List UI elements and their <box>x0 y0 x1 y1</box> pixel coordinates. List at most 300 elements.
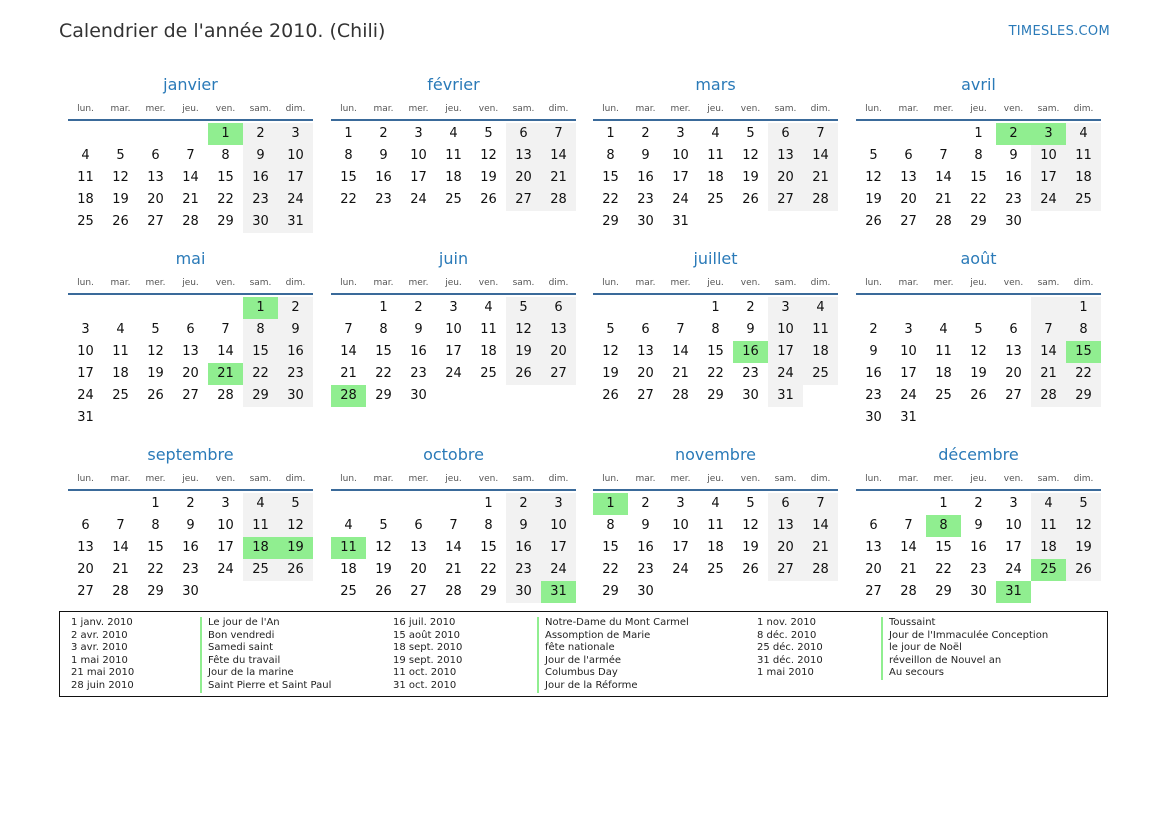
day-cell: 20 <box>900 192 917 207</box>
empty-cell <box>278 407 313 429</box>
day-cell: 10 <box>77 344 94 359</box>
day-cell: 28 <box>803 189 838 211</box>
day-cell: 18 <box>1066 167 1101 189</box>
week-row <box>593 537 838 559</box>
day-cell: 21 <box>112 562 129 577</box>
day-cell: 4 <box>1066 123 1101 145</box>
day-cell: 17 <box>1005 540 1022 555</box>
day-cell: 7 <box>803 123 838 145</box>
weekday-label: jeu. <box>707 474 724 484</box>
weekday-label: sam. <box>1037 104 1060 114</box>
day-cell: 17 <box>77 366 94 381</box>
weekday-label: lun. <box>340 278 357 288</box>
weekday-label: mar. <box>373 104 394 114</box>
day-cell: 5 <box>116 148 125 163</box>
day-cell: 22 <box>340 192 357 207</box>
day-cell: 27 <box>865 584 882 599</box>
legend-date: 19 sept. 2010 <box>393 654 463 666</box>
month-rule <box>68 489 313 491</box>
month-name: mai <box>175 249 206 268</box>
day-cell: 29 <box>935 584 952 599</box>
legend-holiday-name: réveillon de Nouvel an <box>881 655 1048 668</box>
day-cell: 25 <box>707 562 724 577</box>
day-cell: 5 <box>379 518 388 533</box>
day-cell: 15 <box>375 344 392 359</box>
weekday-label: ven. <box>215 278 236 288</box>
week-row <box>593 363 838 385</box>
day-cell: 25 <box>112 388 129 403</box>
day-cell: 19 <box>970 366 987 381</box>
day-cell: 12 <box>112 170 129 185</box>
empty-cell <box>103 493 138 515</box>
day-cell: 13 <box>900 170 917 185</box>
weekday-label: mar. <box>635 104 656 114</box>
day-cell: 14 <box>340 344 357 359</box>
day-cell: 11 <box>935 344 952 359</box>
legend-date: 8 déc. 2010 <box>757 629 817 641</box>
day-cell: 30 <box>637 214 654 229</box>
day-cell: 16 <box>1005 170 1022 185</box>
day-cell: 25 <box>1031 559 1066 581</box>
month-rule <box>593 119 838 121</box>
day-cell: 4 <box>711 126 720 141</box>
empty-cell <box>996 297 1031 319</box>
weekday-label: dim. <box>548 104 569 114</box>
legend-names-col <box>537 617 689 693</box>
day-cell: 14 <box>935 170 952 185</box>
day-cell: 4 <box>243 493 278 515</box>
day-cell: 25 <box>707 192 724 207</box>
week-row <box>856 559 1101 581</box>
week-row <box>68 319 313 341</box>
day-cell: 15 <box>970 170 987 185</box>
day-cell: 4 <box>939 322 948 337</box>
day-cell: 28 <box>182 214 199 229</box>
day-cell: 24 <box>278 189 313 211</box>
site-link[interactable]: TIMESLES.COM <box>1008 24 1110 39</box>
empty-cell <box>768 211 803 233</box>
day-cell: 21 <box>1031 363 1066 385</box>
day-cell: 5 <box>1066 493 1101 515</box>
day-cell: 21 <box>672 366 689 381</box>
empty-cell <box>803 581 838 603</box>
week-row <box>68 515 313 537</box>
day-cell: 28 <box>935 214 952 229</box>
weekday-label: mer. <box>670 278 691 288</box>
empty-cell <box>208 297 243 319</box>
day-cell: 27 <box>900 214 917 229</box>
month-rule <box>68 293 313 295</box>
day-cell: 28 <box>541 189 576 211</box>
week-row <box>593 123 838 145</box>
day-cell: 6 <box>541 297 576 319</box>
day-cell: 16 <box>637 170 654 185</box>
day-cell: 27 <box>147 214 164 229</box>
weekday-label: jeu. <box>970 278 987 288</box>
weekday-label: jeu. <box>445 474 462 484</box>
day-cell: 25 <box>935 388 952 403</box>
day-cell: 27 <box>506 189 541 211</box>
weekday-header <box>593 472 838 486</box>
empty-cell <box>436 385 471 407</box>
week-row <box>68 493 313 515</box>
day-cell: 16 <box>733 341 768 363</box>
day-cell: 6 <box>904 148 913 163</box>
day-cell: 12 <box>602 344 619 359</box>
day-cell: 19 <box>1066 537 1101 559</box>
week-row <box>856 319 1101 341</box>
weekday-label: dim. <box>285 104 306 114</box>
legend-holiday-name: Saint Pierre et Saint Paul <box>200 680 331 693</box>
day-cell: 19 <box>112 192 129 207</box>
day-cell: 15 <box>243 341 278 363</box>
weekday-header <box>68 102 313 116</box>
day-cell: 18 <box>445 170 462 185</box>
day-cell: 19 <box>602 366 619 381</box>
day-cell: 21 <box>803 537 838 559</box>
day-cell: 8 <box>379 322 388 337</box>
legend-dates-col <box>757 617 823 680</box>
weekday-header <box>68 472 313 486</box>
day-cell: 14 <box>900 540 917 555</box>
empty-cell <box>173 123 208 145</box>
week-row <box>331 385 576 407</box>
weekday-label: jeu. <box>707 104 724 114</box>
day-cell: 15 <box>602 170 619 185</box>
day-cell: 2 <box>746 300 755 315</box>
week-row <box>593 297 838 319</box>
day-cell: 13 <box>865 540 882 555</box>
week-row <box>856 341 1101 363</box>
weekday-label: dim. <box>1073 104 1094 114</box>
weekday-label: sam. <box>249 474 272 484</box>
weekday-label: dim. <box>810 474 831 484</box>
week-row <box>593 385 838 407</box>
day-cell: 2 <box>641 496 650 511</box>
day-cell: 26 <box>865 214 882 229</box>
day-cell: 25 <box>340 584 357 599</box>
day-cell: 4 <box>1031 493 1066 515</box>
day-cell: 8 <box>484 518 493 533</box>
day-cell: 7 <box>344 322 353 337</box>
weekday-label: mar. <box>898 104 919 114</box>
day-cell: 21 <box>445 562 462 577</box>
weekday-label: mer. <box>670 474 691 484</box>
legend-holiday-name: Samedi saint <box>200 642 331 655</box>
day-cell: 26 <box>147 388 164 403</box>
empty-cell <box>1031 211 1066 233</box>
legend-holiday-name: Notre-Dame du Mont Carmel <box>537 617 689 630</box>
day-cell: 22 <box>602 192 619 207</box>
day-cell: 5 <box>606 322 615 337</box>
weekday-label: sam. <box>1037 278 1060 288</box>
day-cell: 23 <box>243 189 278 211</box>
weekday-label: dim. <box>548 474 569 484</box>
week-row <box>856 189 1101 211</box>
day-cell: 24 <box>672 562 689 577</box>
day-cell: 29 <box>480 584 497 599</box>
legend-dates-col <box>71 617 134 693</box>
weekday-header <box>856 472 1101 486</box>
weekday-label: sam. <box>1037 474 1060 484</box>
weekday-label: mer. <box>933 104 954 114</box>
empty-cell <box>401 493 436 515</box>
day-cell: 6 <box>869 518 878 533</box>
legend-date: 21 mai 2010 <box>71 667 135 679</box>
day-cell: 10 <box>1031 145 1066 167</box>
day-cell: 3 <box>414 126 423 141</box>
empty-cell <box>103 123 138 145</box>
weekday-label: lun. <box>77 278 94 288</box>
weekday-label: mer. <box>933 474 954 484</box>
empty-cell <box>698 581 733 603</box>
day-cell: 28 <box>445 584 462 599</box>
weekday-label: ven. <box>1003 104 1024 114</box>
week-row <box>856 407 1101 429</box>
empty-cell <box>996 407 1031 429</box>
month-rule <box>331 119 576 121</box>
weekday-label: lun. <box>865 278 882 288</box>
day-cell: 8 <box>1066 319 1101 341</box>
day-cell: 28 <box>1031 385 1066 407</box>
day-cell: 26 <box>742 192 759 207</box>
day-cell: 5 <box>869 148 878 163</box>
day-cell: 9 <box>641 518 650 533</box>
legend-holiday-name: Au secours <box>881 667 1048 680</box>
day-cell: 3 <box>676 496 685 511</box>
day-cell: 31 <box>541 581 576 603</box>
day-cell: 26 <box>970 388 987 403</box>
day-cell: 23 <box>865 388 882 403</box>
month-rule <box>593 293 838 295</box>
day-cell: 7 <box>904 518 913 533</box>
day-cell: 22 <box>1066 363 1101 385</box>
day-cell: 17 <box>1031 167 1066 189</box>
day-cell: 24 <box>410 192 427 207</box>
day-cell: 9 <box>243 145 278 167</box>
week-row <box>68 385 313 407</box>
legend-date: 11 oct. 2010 <box>393 667 457 679</box>
weekday-label: sam. <box>774 474 797 484</box>
week-row <box>593 319 838 341</box>
empty-cell <box>138 407 173 429</box>
day-cell: 23 <box>278 363 313 385</box>
day-cell: 23 <box>1005 192 1022 207</box>
day-cell: 9 <box>746 322 755 337</box>
day-cell: 6 <box>186 322 195 337</box>
day-cell: 12 <box>147 344 164 359</box>
day-cell: 8 <box>221 148 230 163</box>
week-row <box>856 537 1101 559</box>
weekday-label: ven. <box>478 474 499 484</box>
day-cell: 2 <box>278 297 313 319</box>
day-cell: 29 <box>602 214 619 229</box>
day-cell: 17 <box>768 341 803 363</box>
weekday-label: sam. <box>774 278 797 288</box>
day-cell: 2 <box>869 322 878 337</box>
empty-cell <box>278 581 313 603</box>
week-row <box>331 297 576 319</box>
legend-holiday-name: le jour de Noël <box>881 642 1048 655</box>
day-cell: 17 <box>217 540 234 555</box>
day-cell: 23 <box>742 366 759 381</box>
day-cell: 1 <box>593 493 628 515</box>
day-cell: 25 <box>480 366 497 381</box>
day-cell: 31 <box>996 581 1031 603</box>
day-cell: 25 <box>1066 189 1101 211</box>
weekday-label: sam. <box>774 104 797 114</box>
weekday-label: ven. <box>740 474 761 484</box>
weekday-label: lun. <box>340 474 357 484</box>
day-cell: 22 <box>375 366 392 381</box>
weekday-label: ven. <box>215 104 236 114</box>
month-3 <box>856 74 1101 233</box>
day-cell: 21 <box>182 192 199 207</box>
weekday-label: dim. <box>285 278 306 288</box>
day-cell: 10 <box>672 148 689 163</box>
weekday-label: jeu. <box>707 278 724 288</box>
empty-cell <box>856 297 891 319</box>
weekday-label: jeu. <box>445 104 462 114</box>
day-cell: 24 <box>900 388 917 403</box>
week-row <box>331 167 576 189</box>
empty-cell <box>1066 407 1101 429</box>
day-cell: 2 <box>506 493 541 515</box>
weekday-header <box>856 276 1101 290</box>
day-cell: 8 <box>926 515 961 537</box>
day-cell: 22 <box>147 562 164 577</box>
day-cell: 26 <box>1066 559 1101 581</box>
day-cell: 30 <box>410 388 427 403</box>
day-cell: 13 <box>147 170 164 185</box>
day-cell: 2 <box>641 126 650 141</box>
weekday-label: mer. <box>670 104 691 114</box>
legend-holiday-name: Jour de la marine <box>200 667 331 680</box>
day-cell: 24 <box>77 388 94 403</box>
day-cell: 14 <box>445 540 462 555</box>
week-row <box>593 167 838 189</box>
empty-cell <box>103 297 138 319</box>
day-cell: 15 <box>935 540 952 555</box>
day-cell: 20 <box>541 341 576 363</box>
day-cell: 28 <box>217 388 234 403</box>
day-cell: 1 <box>974 126 983 141</box>
day-cell: 10 <box>278 145 313 167</box>
week-row <box>331 581 576 603</box>
week-row <box>331 515 576 537</box>
month-name: décembre <box>938 445 1019 464</box>
empty-cell <box>1066 211 1101 233</box>
day-cell: 14 <box>803 515 838 537</box>
day-cell: 1 <box>711 300 720 315</box>
day-cell: 19 <box>375 562 392 577</box>
day-cell: 25 <box>77 214 94 229</box>
day-cell: 30 <box>865 410 882 425</box>
empty-cell <box>208 581 243 603</box>
day-cell: 8 <box>344 148 353 163</box>
day-cell: 24 <box>541 559 576 581</box>
day-cell: 13 <box>410 540 427 555</box>
month-name: août <box>960 249 997 268</box>
legend-date: 1 janv. 2010 <box>71 617 133 628</box>
day-cell: 5 <box>278 493 313 515</box>
day-cell: 30 <box>182 584 199 599</box>
week-row <box>331 341 576 363</box>
day-cell: 6 <box>506 123 541 145</box>
holiday-legend <box>59 611 1108 697</box>
weekday-header <box>331 276 576 290</box>
week-row <box>68 189 313 211</box>
day-cell: 18 <box>77 192 94 207</box>
legend-date: 2 avr. 2010 <box>71 629 128 641</box>
day-cell: 24 <box>1031 189 1066 211</box>
week-row <box>331 189 576 211</box>
day-cell: 25 <box>803 363 838 385</box>
day-cell: 21 <box>935 192 952 207</box>
day-cell: 26 <box>112 214 129 229</box>
day-cell: 9 <box>974 518 983 533</box>
legend-date: 25 déc. 2010 <box>757 642 823 654</box>
day-cell: 5 <box>484 126 493 141</box>
empty-cell <box>698 211 733 233</box>
day-cell: 21 <box>340 366 357 381</box>
day-cell: 9 <box>186 518 195 533</box>
day-cell: 3 <box>449 300 458 315</box>
week-row <box>331 363 576 385</box>
legend-holiday-name: Columbus Day <box>537 667 689 680</box>
empty-cell <box>1031 297 1066 319</box>
day-cell: 23 <box>410 366 427 381</box>
day-cell: 27 <box>768 189 803 211</box>
weekday-header <box>593 102 838 116</box>
day-cell: 30 <box>506 581 541 603</box>
day-cell: 1 <box>939 496 948 511</box>
day-cell: 20 <box>637 366 654 381</box>
day-cell: 13 <box>637 344 654 359</box>
day-cell: 5 <box>151 322 160 337</box>
day-cell: 26 <box>480 192 497 207</box>
day-cell: 29 <box>602 584 619 599</box>
day-cell: 30 <box>1005 214 1022 229</box>
day-cell: 26 <box>375 584 392 599</box>
day-cell: 9 <box>641 148 650 163</box>
day-cell: 4 <box>449 126 458 141</box>
empty-cell <box>891 297 926 319</box>
month-0 <box>68 74 313 233</box>
day-cell: 11 <box>1031 515 1066 537</box>
day-cell: 1 <box>1066 297 1101 319</box>
empty-cell <box>331 493 366 515</box>
day-cell: 8 <box>606 518 615 533</box>
day-cell: 3 <box>768 297 803 319</box>
week-row <box>68 363 313 385</box>
day-cell: 15 <box>217 170 234 185</box>
weekday-label: mer. <box>145 278 166 288</box>
legend-holiday-name: Le jour de l'An <box>200 617 331 630</box>
day-cell: 1 <box>606 126 615 141</box>
week-row <box>331 493 576 515</box>
day-cell: 30 <box>970 584 987 599</box>
empty-cell <box>173 407 208 429</box>
week-row <box>856 123 1101 145</box>
day-cell: 29 <box>375 388 392 403</box>
month-9 <box>331 444 576 603</box>
week-row <box>68 407 313 429</box>
day-cell: 13 <box>506 145 541 167</box>
day-cell: 4 <box>711 496 720 511</box>
day-cell: 22 <box>707 366 724 381</box>
day-cell: 30 <box>243 211 278 233</box>
